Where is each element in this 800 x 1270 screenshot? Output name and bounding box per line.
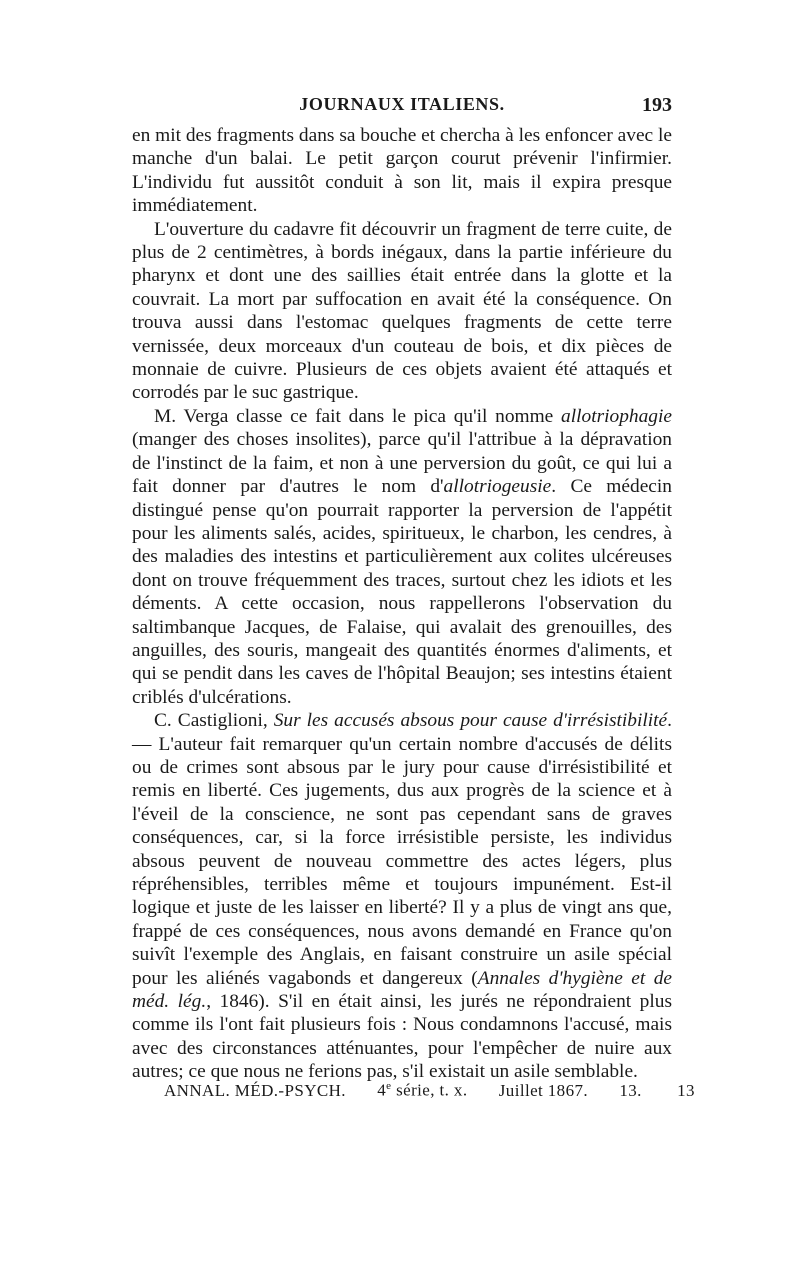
page-number: 193 (642, 94, 672, 116)
paragraph: en mit des fragments dans sa bouche et chercha à les enfoncer avec le manche d'un balai. Le petit garçon courut prévenir l'infirmier. L'individu fut aussitôt conduit à son lit, mais il expira presque immédiatement. (132, 125, 672, 217)
footer-volume-number: 13. (619, 1080, 642, 1100)
running-title: JOURNAUX ITALIENS. (299, 94, 505, 114)
paragraph: C. Castiglioni, Sur les accusés absous pour cause d'irrésistibilité. — L'auteur fait remarquer qu'un certain nombre d'accusés de délits ou de crimes sont absous par le jury pour cause d'irrésistibilité et remis en liberté. Ces jugements, dus aux progrès de la science et à l'éveil de la conscience, ne sont pas cependant sans de graves conséquences, car, si la force irrésistible persiste, les individus absous peuvent de nouveau commettre des actes légers, plus répréhensibles, terribles même et toujours impunément. Est-il logique et juste de les laisser en liberté? Il y a plus de vingt ans que, frappé de ces conséquences, nous avons demandé en France qu'on suivît l'exemple des Anglais, en faisant construire un asile spécial pour les aliénés vagabonds et dangereux (Annales d'hygiène et de méd. lég., 1846). S'il en était ainsi, les jurés ne répondraient plus comme ils l'ont fait plusieurs fois : Nous condamnons l'accusé, mais avec des circonstances atténuantes, pour l'empêcher de nuire aux autres; ce que nous ne ferions pas, s'il existait un asile semblable. (132, 710, 672, 1083)
footer-journal: ANNAL. MÉD.-PSYCH. (164, 1080, 346, 1100)
running-header (132, 94, 672, 120)
footer-signature-mark: 13 (677, 1080, 695, 1100)
footer-signature-line (164, 1080, 695, 1104)
footer-date: Juillet 1867. (498, 1080, 589, 1100)
paragraph: L'ouverture du cadavre fit découvrir un fragment de terre cuite, de plus de 2 centimètres, à bords inégaux, dans la partie inférieure du pharynx et dont une des saillies était entrée dans la glotte et la couvrait. La mort par suffocation en avait été la conséquence. On trouva aussi dans l'estomac quelques fragments de cette terre vernissée, deux morceaux d'un couteau de bois, et dix pièces de monnaie de cuivre. Plusieurs de ces objets avaient été attaqués et corrodés par le suc gastrique. (132, 218, 672, 404)
footer-series: 4e série, t. x. (377, 1080, 468, 1100)
paragraph: M. Verga classe ce fait dans le pica qu'il nomme allotriophagie (manger des choses insolites), parce qu'il l'attribue à la dépravation de l'instinct de la faim, et non à une perversion du goût, ce qui lui a fait donner par d'autres le nom d'allotriogeusie. Ce médecin distingué pense qu'on pourrait rapporter la perversion de l'appétit pour les aliments salés, acides, spiritueux, le charbon, les cendres, à des maladies des intestins et particulièrement aux colites ulcéreuses dont on trouve fréquemment des traces, surtout chez les idiots et les déments. A cette occasion, nous rappellerons l'observation du saltimbanque Jacques, de Falaise, qui avalait des grenouilles, des anguilles, des souris, mangeait des quantités énormes d'aliments, et qui se pendit dans les caves de l'hôpital Beaujon; ses intestins étaient criblés d'ulcérations. (132, 405, 672, 708)
body-text (132, 124, 672, 1084)
